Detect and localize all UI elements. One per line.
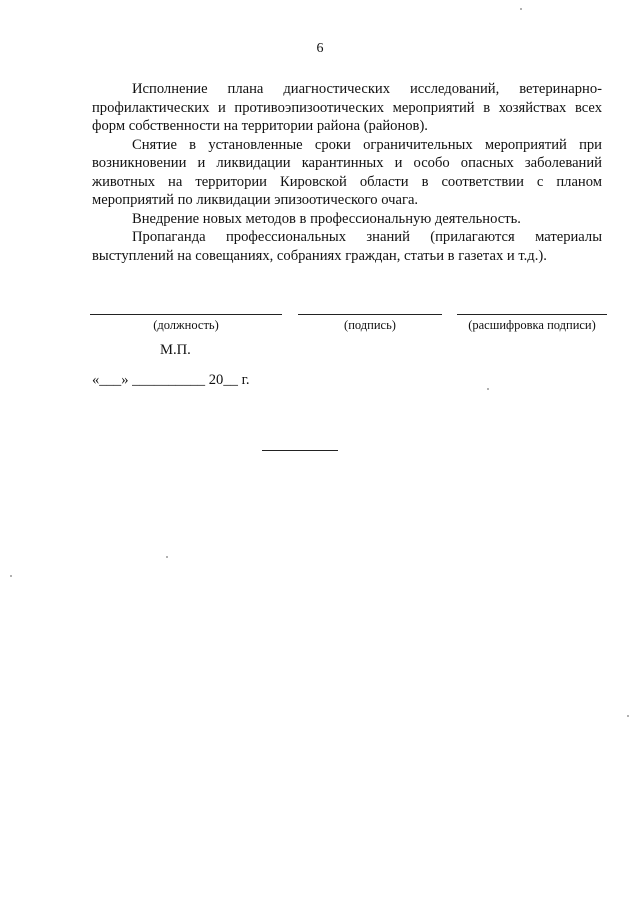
signature-block	[0, 314, 640, 338]
paragraph-propaganda: Пропаганда профессиональных знаний (прилагаются материалы выступлений на совещаниях, собраниях граждан, статьи в газетах и т.д.).	[92, 229, 602, 264]
decode-caption: (расшифровка подписи)	[468, 318, 596, 332]
page-number: 6	[316, 41, 324, 56]
signature-caption: (подпись)	[344, 318, 396, 332]
scan-speck	[487, 388, 489, 390]
scan-speck	[10, 575, 12, 577]
paragraph-new-methods: Внедрение новых методов в профессиональную деятельность.	[132, 210, 521, 227]
scan-speck	[627, 715, 629, 717]
position-caption: (должность)	[153, 318, 219, 332]
paragraph-restrictions: Снятие в установленные сроки ограничительных мероприятий при возникновении и ликвидации карантинных и особо опасных заболеваний животных на территории Кировской области в соответствии с планом мероприятий по ликвидации эпизоотического очага.	[92, 136, 602, 208]
body-text	[92, 80, 602, 265]
scan-speck	[166, 556, 168, 558]
stamp-label: М.П.	[160, 342, 191, 358]
position-line	[90, 314, 282, 315]
paragraph-plan-execution: Исполнение плана диагностических исследований, ветеринарно-профилактических и противоэпизоотических мероприятий в хозяйствах всех форм собственности на территории района (районов).	[92, 81, 602, 134]
decode-line	[457, 314, 607, 315]
date-line: «___» __________ 20__ г.	[92, 372, 250, 388]
end-rule	[262, 450, 338, 451]
scan-speck	[520, 8, 522, 10]
signature-line	[298, 314, 442, 315]
